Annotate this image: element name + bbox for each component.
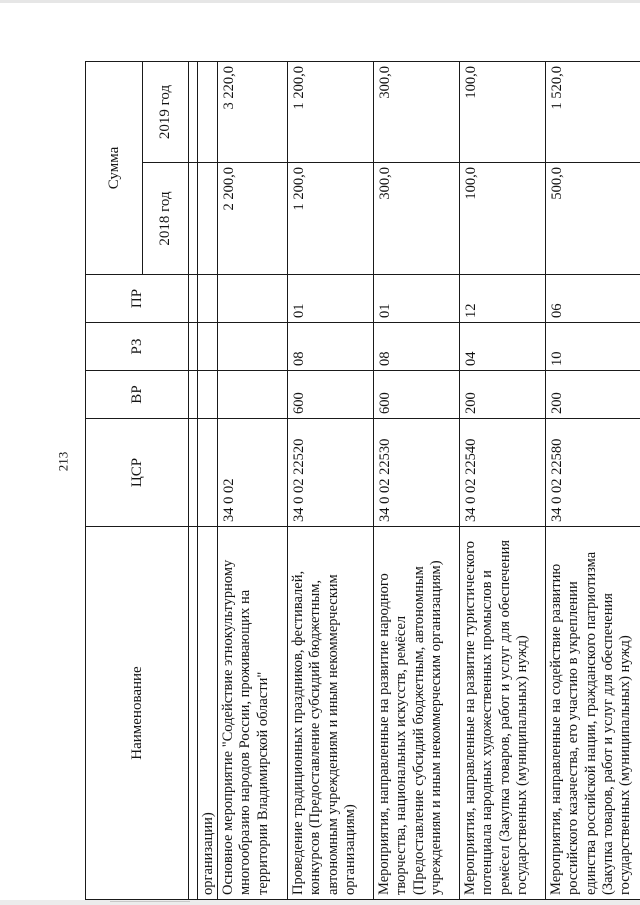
row-name: Мероприятия, направленные на развитие народного творчества, национальных искусств, ремёсел (Предоставление субсидий бюджетным, автономным учреждениям и иным некоммерческим организациям) <box>376 560 444 895</box>
row-name: организации) <box>200 812 216 895</box>
cell-csr <box>288 419 374 527</box>
row-name: Мероприятия, направленные на развитие туристического потенциала народных художественных промыслов и ремёсел (Закупка товаров, работ и услуг для обеспечения государственных (муниципальных) нужд) <box>462 539 530 895</box>
row-pr: 12 <box>463 303 480 318</box>
table-row <box>288 61 374 899</box>
row-2019: 1 200,0 <box>291 65 308 110</box>
cell-pr <box>218 275 288 323</box>
cell-name <box>198 527 218 900</box>
numbering-cell <box>189 275 198 323</box>
table-numbering-row <box>189 61 198 899</box>
table-header-row <box>86 61 143 899</box>
cell-pr <box>546 275 640 323</box>
header-sum: Сумма <box>86 61 143 274</box>
cell-csr <box>460 419 546 527</box>
row-rz: 10 <box>549 351 566 366</box>
cell-2019 <box>546 61 640 162</box>
cell-2019 <box>218 61 288 162</box>
row-pr: 01 <box>377 303 394 318</box>
cell-pr <box>198 275 218 323</box>
cell-2018 <box>546 163 640 275</box>
header-year-2019: 2019 год <box>143 61 189 162</box>
cell-rz <box>374 323 460 371</box>
cell-name <box>374 527 460 900</box>
row-csr: 34 0 02 22580 <box>549 438 566 522</box>
cell-rz <box>460 323 546 371</box>
cell-name <box>218 527 288 900</box>
table-row <box>374 61 460 899</box>
row-2019: 1 520,0 <box>549 65 566 110</box>
numbering-cell <box>189 527 198 900</box>
row-rz: 04 <box>463 351 480 366</box>
header-year-2018: 2018 год <box>143 163 189 275</box>
cell-2018 <box>218 163 288 275</box>
row-rz: 08 <box>291 351 308 366</box>
cell-2018 <box>460 163 546 275</box>
cell-name <box>288 527 374 900</box>
row-2018: 1 200,0 <box>291 167 308 211</box>
cell-vr <box>198 371 218 419</box>
numbering-cell <box>189 371 198 419</box>
scan-edge <box>0 900 640 905</box>
cell-vr <box>546 371 640 419</box>
budget-table <box>85 61 640 900</box>
cell-vr <box>288 371 374 419</box>
cell-vr <box>218 371 288 419</box>
numbering-cell <box>189 163 198 275</box>
cell-vr <box>374 371 460 419</box>
scan-edge <box>0 0 640 3</box>
cell-csr <box>374 419 460 527</box>
row-csr: 34 0 02 22520 <box>291 438 308 522</box>
cell-csr <box>546 419 640 527</box>
row-2018: 100,0 <box>463 167 480 200</box>
table-row <box>546 61 640 899</box>
row-csr: 34 0 02 22540 <box>463 438 480 522</box>
cell-csr <box>198 419 218 527</box>
row-2018: 300,0 <box>377 167 394 200</box>
row-2018: 500,0 <box>549 167 566 200</box>
cell-2018 <box>374 163 460 275</box>
cell-name <box>546 527 640 900</box>
cell-2018 <box>198 163 218 275</box>
cell-rz <box>198 323 218 371</box>
row-2019: 100,0 <box>463 65 480 99</box>
row-vr: 200 <box>463 392 480 414</box>
cell-2019 <box>198 61 218 162</box>
row-2019: 300,0 <box>377 65 394 99</box>
row-csr: 34 0 02 <box>221 478 238 522</box>
row-name: Основное мероприятие "Содействие этнокультурному многообразию народов России, проживающих на территории Владимирской области" <box>220 559 271 895</box>
cell-2019 <box>288 61 374 162</box>
row-pr: 06 <box>549 303 566 318</box>
header-name: Наименование <box>86 527 189 900</box>
row-rz: 08 <box>377 351 394 366</box>
numbering-cell <box>189 323 198 371</box>
page-number: 213 <box>55 451 71 472</box>
cell-2019 <box>460 61 546 162</box>
budget-table-rotated <box>85 62 634 900</box>
header-rz: РЗ <box>86 323 189 371</box>
header-csr: ЦСР <box>86 419 189 527</box>
cell-pr <box>460 275 546 323</box>
header-vr: ВР <box>86 371 189 419</box>
cell-vr <box>460 371 546 419</box>
cell-rz <box>546 323 640 371</box>
cell-2018 <box>288 163 374 275</box>
row-vr: 600 <box>377 392 394 414</box>
cell-pr <box>288 275 374 323</box>
row-name: Проведение традиционных праздников, фестивалей, конкурсов (Предоставление субсидий бюджетным, автономным учреждениям и иным некоммерческим организациям) <box>290 570 358 895</box>
table-row <box>218 61 288 899</box>
cell-rz <box>288 323 374 371</box>
row-2019: 3 220,0 <box>221 65 238 110</box>
row-2018: 2 200,0 <box>221 167 238 211</box>
table-row <box>198 61 218 899</box>
row-pr: 01 <box>291 303 308 318</box>
scan-edge-mark <box>110 901 190 902</box>
numbering-cell <box>189 419 198 527</box>
row-csr: 34 0 02 22530 <box>377 438 394 522</box>
cell-rz <box>218 323 288 371</box>
cell-csr <box>218 419 288 527</box>
row-vr: 600 <box>291 392 308 414</box>
row-vr: 200 <box>549 392 566 414</box>
cell-2019 <box>374 61 460 162</box>
header-pr: ПР <box>86 275 189 323</box>
row-name: Мероприятия, направленные на содействие развитию российского казачества, его участию в укреплении единства российской нации, гражданского патриотизма (Закупка товаров, работ и услуг для обеспечения государственных (муниципальных) нужд) <box>548 551 634 895</box>
numbering-cell <box>189 61 198 162</box>
cell-pr <box>374 275 460 323</box>
cell-name <box>460 527 546 900</box>
table-row <box>460 61 546 899</box>
